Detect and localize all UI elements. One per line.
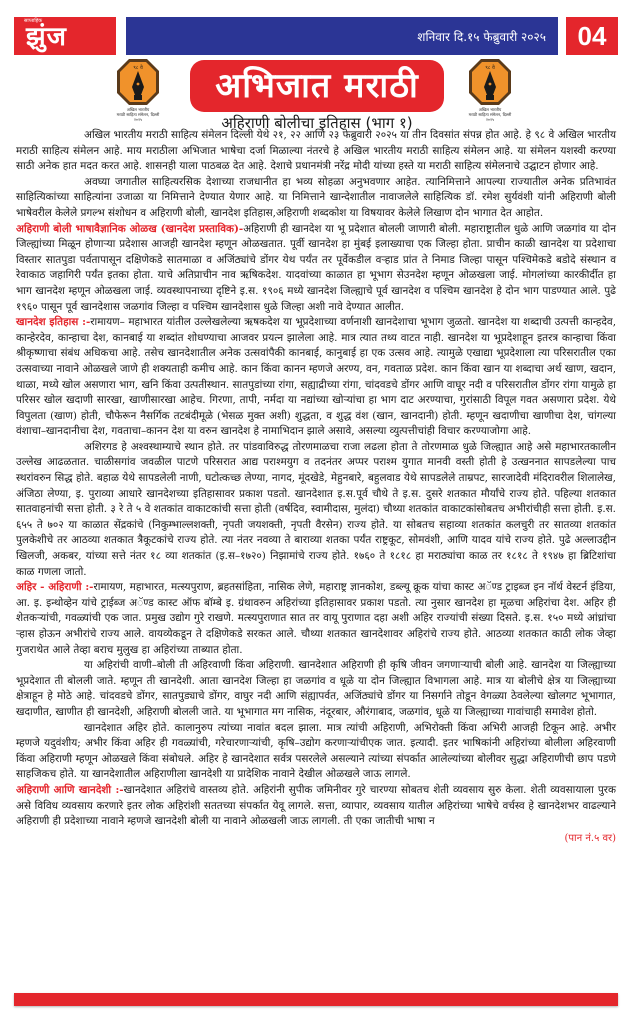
section-heading: अहिराणी बोली भाषावैज्ञानिक ओळख (खानदेश प्रस्ताविक)- <box>16 222 244 235</box>
section-linguistic-intro <box>16 222 616 316</box>
section-ahirani-khandeshi <box>16 783 616 830</box>
emblem-caption <box>110 107 166 122</box>
emblem-caption <box>462 107 518 122</box>
newspaper-logo[interactable] <box>14 17 116 55</box>
section-heading: अहिर - अहिराणी :- <box>16 581 94 594</box>
emblem-caption-line1: अखिल भारतीय <box>478 107 502 112</box>
emblem-caption-line3: २०२५ <box>133 117 143 122</box>
section-text: खानदेशात अहिरांचे वास्तव्य होते. अहिरांनी सुपीक जमिनीवर गुरे चारण्या सोबतच शेती व्यवसाय सुरु केला. शेती व्यवसायाला पुरक असे विविध व्यवसाय करणारे इतर लोक अहिरांशी सततच्या संपर्कात येवू लागले. सत्ता, व्यापार, व्यवसाय यातील अहिरांच्या भाषेचे वर्चस्व हे खानदेशभर वाढल्याने अहिराणी ही प्रदेशाच्या नावाने म्हणजे खानदेशी बोली या नावाने ओळखली जाऊ लागली. ती एका जातीची भाषा न <box>16 783 616 828</box>
article-body <box>16 128 616 846</box>
emblem-caption-line3: २०२५ <box>485 117 495 122</box>
footer-divider <box>14 993 618 1006</box>
section-heading: अहिराणी आणि खानदेशी :- <box>16 783 124 796</box>
section-heading: खानदेश इतिहास :- <box>16 316 91 329</box>
continued-on-page[interactable]: (पान नं.५ वर) <box>564 832 616 844</box>
intro-paragraph-1: अखिल भारतीय मराठी साहित्य संमेलन दिल्ली येथे २१, २२ आणि २३ फेब्रुवारी २०२५ या तीन दिवसांत संपन्न होत आहे. हे ९८ वे अखिल भारतीय मराठी साहित्य संमेलन आहे. माय मराठीला अभिजात भाषेचा दर्जा मिळाल्या नंतरचे हे अखिल भारतीय मराठी साहित्य संमेलन आहे. या संमेलन यशस्वी करण्या साठी अनेक हात मदत करत आहे. शासनही याला पाठबळ देत आहे. देशाचे प्रधानमंत्री नरेंद्र मोदी यांच्या हस्ते या मराठी साहित्य संमेलनाचे उद्घाटन होणार आहे. <box>16 129 616 173</box>
pen-nib-emblem-icon <box>467 57 513 107</box>
date-bar <box>126 17 558 55</box>
section-text: रामायण– महाभारत यांतील उल्लेखलेल्या ऋषकदेश या भूप्रदेशाच्या वर्णनाशी खानदेशाचा भूभाग जुळतो. खानदेश या शब्दाची उत्पत्ती कान्हदेव, कान्हेरदेव, कान्हाचा देश, कानबाई या शब्दांत शोधण्याचा आजवर प्रयत्न झालेला आहे. मात्र त्यात तथ्य वाटत नाही. खानदेश या भूप्रदेशाहून इतरत्र कान्हाचा किंवा श्रीकृष्णाचा संबंध अधिकचा आहे. तसेच खानदेशातील अनेक उत्सवांपैकी कानबाई, कानुबाई हा एक उत्सव आहे. त्यामुळे एखाद्या भूप्रदेशाला त्या परिसरातील एका उत्सवाच्या नावाने ओळखले जाणे ही शक्यताही कमीच आहे. कान किंवा कानन म्हणजे अरण्य, वन, गवताळ प्रदेश. कान किंवा खान या शब्दाचा अर्थ खाण, खदान, थाळा, मध्ये खोल असणारा भाग, खनि किंवा उत्पतीस्थान. सातपुडांच्या रांगा, सह्याद्रीच्या रांगा, चांदवडचे डोंगर आणि वाघूर नदी व परिसरातील डोंगर रांगा यामुळे हा परिसर खोल खदाणी सारखा, खाणीसारखा आहेच. गिरणा, तापी, नर्मदा या नद्यांच्या खोऱ्यांचा हा भाग दाट अरण्याचा, गुरांसाठी विपूल गवत असणारा प्रदेश. येथे विपुलता (खाण) होती, चौफेरून नैसर्गिक तटबंदीमूळे (भेसळ मुक्त अशी) शुद्धता, व शुद्ध वंश (खान, खानदानी) होती. म्हणून खदाणीचा खाणीचा देश, चांगल्या वंशाचा–खानदानीचा देश, गवताचा–कानन देश या वरुन खानदेश हे नामाभिदान झाले असावे, असल्या व्युत्पत्तीचांही विचार करण्याजोगा आहे. <box>16 316 617 438</box>
intro-paragraph-2: अवघ्या जगातील साहित्यरसिक देशाच्या राजधानीत हा भव्य सोहळा अनुभवणार आहेत. त्यानिमित्ताने आपल्या राज्यातील अनेक प्रतिभावंत साहित्यिकांच्या साहित्यांना उजाळा या निमित्ताने देण्यात येणार आहे. या निमित्ताने खान्देशातील नावाजलेले साहित्यिक डॉ. रमेश सुर्यवंशी यांनी अहिराणी बोली भाषेवरील केलेले प्रगल्भ संशोधन व अहिराणी बोली, खानदेश इतिहास,अहिराणी शब्दकोश या विषयावर केलेले लिखाण दोन भागात देत आहोत. <box>16 175 616 219</box>
section-ahir-ahirani-p3: खानदेशात अहिर होते. कालानुरुप त्यांच्या नावांत बदल झाला. मात्र त्यांची अहिराणी, अभिरोक्ती किंवा अभिरी आजही टिकून आहे. अभीर म्हणजे यदुवंशीय; अभीर किंवा अहिर ही गवळ्यांची, गरेचारणाऱ्यांची, कृषि–उद्योग करणाऱ्यांचीएक जात. इत्यादी. इतर भाषिकांनी अहिरांच्या बोलीला अहिरवाणी किंवा अहिराणी म्हणून ओळखले किंवा संबोधले. अहिर हे खानदेशात सर्वत्र पसरलेले असल्याने त्यांच्या संपर्कात आलेल्यांच्या बोलीवर सुद्धा अहिराणीची छाप पडणे साहजिकच होते. या खानदेशातील अहिराणीला खानदेशी या प्रादेशिक नावाने देखील ओळखले जाऊ लागले. <box>16 721 616 781</box>
logo-title: झुंज <box>26 22 67 52</box>
section-ahir-ahirani-p2: या अहिरांची वाणी–बोली ती अहिरवाणी किंवा अहिराणी. खानदेशात अहिराणी ही कृषि जीवन जगणाऱ्याची बोली आहे. खानदेश या जिल्ह्याच्या भूप्रदेशात ती बोलली जाते. म्हणून ती खानदेशी. आता खानदेश जिल्हा हा जळगांव व धूळे या दोन जिल्ह्यात विभागला आहे. मात्र या बोलीचे क्षेत्र या जिल्ह्याच्या क्षेत्राहून हे मोठे आहे. चांदवडचे डोंगर, सातपुड्याचे डोंगर, वाघुर नदी आणि संह्यापर्वत, अजिंठ्यांचे डोंगर या निसर्गाने तोडून वेगळ्या ठेवलेल्या खोलगट भूभागात, खदाणीत, खाणीत ही खानदेशी, अहिराणी बोलली जाते. या भूभागात मग नासिक, नंदूरबार, औरंगाबाद, जळगांव, धूळे या जिल्ह्याच्या गावांचाही समावेश होतो. <box>16 659 616 718</box>
masthead <box>14 17 618 55</box>
page-title: अभिजात मराठी <box>190 60 444 112</box>
logo-tagline: साप्ताहिक <box>24 18 43 24</box>
section-text: रामायण, महाभारत, मत्स्यपुराण, ब्रहतसांहिता, नासिक लेणे, महाराष्ट्र ज्ञानकोश, डब्ल्यू क्रूक यांचा कास्ट अॅण्ड ट्राइब्ज इन नॉर्थ वेस्टर्न इंडिया, आ. इ. इन्थोव्हेन यांचे ट्राईब्ज अॅण्ड कास्ट ऑफ बॉम्बे इ. ग्रंथावरुन अहिरांच्या इतिहासावर प्रकाश पडतो. त्या नुसार खानदेश हा मूळचा अहिरांचा देश. अहिर ही शेतकऱ्यांची, गवळ्यांची एक जात. प्रमुख उद्योग गुरे राखणे. मत्स्यपुराणात सात तर वायू पुराणात दहा अशी अहिर राज्यांची संख्या दिसते. इ.स. १५० मध्ये आंध्रांचा ऱ्हास होऊन अभीरांचे राज्य आले. वायव्येकडून ते दक्षिणेकडे सरकत आले. चौथ्या शतकात खानदेशावर अहिरांचे राज्य होते. आठव्या शतकात काठी लोक जेव्हा गुजराथेत आले तेव्हा बराच मुलुख हा अहिरांच्या ताब्यात होता. <box>16 581 616 656</box>
page-subtitle: अहिराणी बोलीचा इतिहास (भाग १) <box>221 114 413 132</box>
emblem-badge-text: ९८ वे <box>133 65 143 71</box>
sammelan-emblem-left <box>110 57 166 133</box>
section-ahir-ahirani <box>16 580 616 658</box>
emblem-caption-line2: मराठी साहित्य संमेलन, दिल्ली <box>468 112 512 117</box>
issue-date: शनिवार दि.१५ फेब्रुवारी २०२५ <box>417 30 546 44</box>
page-number: 04 <box>566 17 618 55</box>
section-text: अहिराणी ही खानदेश या भू प्रदेशात बोलली जाणारी बोली. महाराष्ट्रातील धुळे आणि जळगांव या दोन जिल्ह्यांच्या मिळून होणाऱ्या प्रदेशास आजही खानदेश म्हणून ओळखतात. पूर्वी खानदेश हा मुंबई इलाख्याचा एक जिल्हा होता. प्राचीन काळी खानदेश या प्रदेशाचा विस्तार सातपुडा पर्वतापासून दक्षिणेकडे सातमाळा व अजिंठ्यांचे डोंगर येथ पर्यंत तर पूर्वेकडील वऱ्हाड प्रांत ते निमाड जिल्हा पासून पश्चिमेकडे बडोदे संस्थान व रेवाकाठ जहागिरी पर्यंत इतका होता. याचे अतिप्राचीन नाव ऋषिकदेश. यादवांच्या काळात हा भूभाग सेउनदेश म्हणून ओळखला जाई. मोगलांच्या कारकीर्दीत हा भाग खानदेश म्हणून ओळखला जाई. व्यवस्थापनाच्या दृष्टिने इ.स. १९०६ मध्ये खानदेश जिल्ह्याचे पूर्व खानदेश व पश्चिम खानदेश हे दोन भाग पाडण्यात आले. पुढे १९६० पासून पूर्व खानदेशास जळगांव जिल्हा व पश्चिम खानदेशास धुळे जिल्हा अशी नावे देण्यात आलीत. <box>16 222 616 313</box>
emblem-badge-text: ९८ वे <box>485 65 495 71</box>
sammelan-emblem-right <box>462 57 518 133</box>
section-khandesh-history-p2: अशिरगड हे अश्वस्थाम्याचे स्थान होते. तर पांडवाविरुद्ध तोरणमाळचा राजा लढला होता ते तोरणमाळ धुळे जिल्ह्यात आहे असे महाभारतकालीन उल्लेख आढळतात. चाळीसगांव जवळील पाटणे परिसरात आद्य पराश्मयुग व तदनंतर अप्पर पराश्म युगात मानवी वस्ती होती हे उत्खननात सापडलेल्या पाच स्थरांवरुन सिद्ध होते. बहाळ येथे सापडलेली नाणी, घटोत्कच्छ लेण्या, नागद, मूंदखेडे, मेहुनबारे, बहुलवाड येथे सापडलेले ताम्रपट, सारजादेवी मंदिरावरील शिलालेख, अंजिठा लेण्या, इ. पुराव्या आधारे खानदेशच्या इतिहासावर प्रकाश पडतो. खानदेशात इ.स.पूर्व चौथे ते इ.स. दुसरे शतकात मौर्यांचे राज्य होते. पहिल्या शतकात सातवाहनांची सत्ता होती. ३ रे ते ५ वे शतकांत वाकाटकांची सत्ता होती (वर्षदिव, स्वामीदास, मुलंदा) चौथ्या शतकांत वाकाटकांसोबतच अभीरांचीही सत्ता होती. इ.स. ६५५ ते ७०२ या काळात सेंद्रकांचे (निकुम्भाल्लशक्ती, नृपती जयशक्ती, नृपती वैरसेन) राज्य होते. या सोबतच सहाव्या शतकांत कलचुरी तर सातव्या शतकांत पुलकेशीचे तर आठव्या शतकात त्रैकूटकांचे राज्य होते. त्या नंतर नवव्या ते बाराव्या शतका पर्यंत राष्ट्रकूट, सोमवंशी, आणि यादव यांचे राज्य होते. पुढे अल्लाउद्दीन खिलजी, अकबर, यांच्या सत्ते नंतर १८ व्या शतकांत (इ.स–१७२०) निझामांचे राज्य होते. १७६० ते १८१८ हा मराठ्यांचा काळ तर १८१८ ते १९४७ हा ब्रिटिशांचा काळ गणला जातो. <box>16 440 616 578</box>
pen-nib-emblem-icon <box>115 57 161 107</box>
section-khandesh-history <box>16 315 616 440</box>
emblem-caption-line1: अखिल भारतीय <box>126 107 150 112</box>
emblem-caption-line2: मराठी साहित्य संमेलन, दिल्ली <box>116 112 160 117</box>
